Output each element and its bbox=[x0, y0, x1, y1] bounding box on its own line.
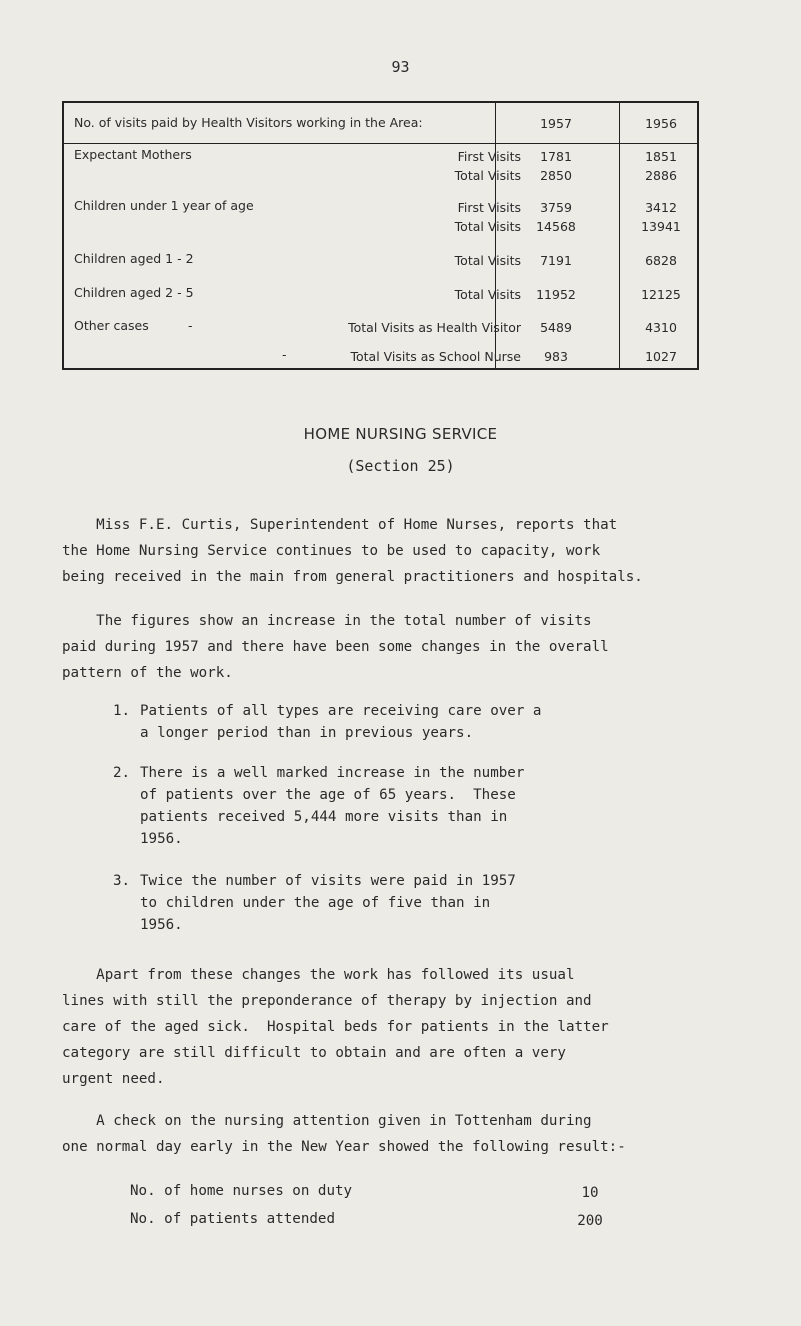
row-visit-type: Total Visits as Health Visitor bbox=[348, 320, 521, 335]
value-1957: 11952 bbox=[536, 287, 576, 302]
row-category: Children aged 1 - 2 bbox=[74, 251, 194, 266]
page-number: 93 bbox=[391, 58, 410, 76]
row-category: Children under 1 year of age bbox=[74, 198, 254, 213]
result-value: 200 bbox=[577, 1213, 603, 1229]
value-1957: 3759 bbox=[540, 200, 572, 215]
list-item-text: There is a well marked increase in the number of patients over the age of 65 years. These patients received 5,444 more visits than in 1956. bbox=[140, 765, 525, 847]
row-category: Other cases bbox=[74, 318, 149, 333]
section-subheading: (Section 25) bbox=[346, 457, 455, 475]
list-item-text: Twice the number of visits were paid in 1957 to children under the age of five than in 1956. bbox=[140, 873, 516, 933]
paragraph: A check on the nursing attention given in Tottenham during one normal day early in the New Year showed the following result:- bbox=[62, 1113, 626, 1155]
row-visit-type: Total Visits bbox=[454, 287, 521, 302]
value-1956: 2886 bbox=[645, 168, 677, 183]
value-1956: 12125 bbox=[641, 287, 681, 302]
list-number: 2. bbox=[113, 765, 131, 781]
value-1956: 13941 bbox=[641, 219, 681, 234]
list-number: 1. bbox=[113, 703, 131, 719]
table-header-1957: 1957 bbox=[540, 116, 572, 131]
row-visit-type: First Visits bbox=[457, 149, 521, 164]
value-1956: 6828 bbox=[645, 253, 677, 268]
row-visit-type: Total Visits bbox=[454, 168, 521, 183]
table-header-1956: 1956 bbox=[645, 116, 677, 131]
row-category: Children aged 2 - 5 bbox=[74, 285, 194, 300]
value-1957: 1781 bbox=[540, 149, 572, 164]
paragraph: Miss F.E. Curtis, Superintendent of Home Nurses, reports that the Home Nursing Service continues to be used to capacity, work being received in the main from general practitioners and hospitals. bbox=[62, 517, 643, 585]
visits-table bbox=[62, 101, 699, 370]
row-visit-type: Total Visits bbox=[454, 253, 521, 268]
value-1956: 1851 bbox=[645, 149, 677, 164]
row-category: Expectant Mothers bbox=[74, 147, 192, 162]
section-heading: HOME NURSING SERVICE bbox=[303, 425, 498, 443]
row-visit-type: Total Visits as School Nurse bbox=[350, 349, 521, 364]
value-1956: 4310 bbox=[645, 320, 677, 335]
list-number: 3. bbox=[113, 873, 131, 889]
paragraph: Apart from these changes the work has followed its usual lines with still the preponderance of therapy by injection and care of the aged sick. Hospital beds for patients in the latter category are still difficult to obtain and are often a very urgent need. bbox=[62, 967, 609, 1087]
list-item-text: Patients of all types are receiving care over a a longer period than in previous years. bbox=[140, 703, 542, 741]
value-1957: 983 bbox=[544, 349, 568, 364]
result-label: No. of patients attended bbox=[130, 1211, 335, 1227]
paragraph: The figures show an increase in the total number of visits paid during 1957 and there have been some changes in the overall pattern of the work. bbox=[62, 613, 609, 681]
value-1957: 5489 bbox=[540, 320, 572, 335]
value-1956: 3412 bbox=[645, 200, 677, 215]
row-visit-type: First Visits bbox=[457, 200, 521, 215]
value-1957: 14568 bbox=[536, 219, 576, 234]
row-dash: - bbox=[188, 318, 193, 333]
table-header-rule bbox=[64, 143, 697, 144]
result-label: No. of home nurses on duty bbox=[130, 1183, 353, 1199]
value-1957: 2850 bbox=[540, 168, 572, 183]
row-dash: - bbox=[282, 347, 287, 362]
row-visit-type: Total Visits bbox=[454, 219, 521, 234]
value-1957: 7191 bbox=[540, 253, 572, 268]
table-header-label: No. of visits paid by Health Visitors working in the Area: bbox=[74, 115, 423, 130]
result-value: 10 bbox=[581, 1185, 599, 1201]
value-1956: 1027 bbox=[645, 349, 677, 364]
